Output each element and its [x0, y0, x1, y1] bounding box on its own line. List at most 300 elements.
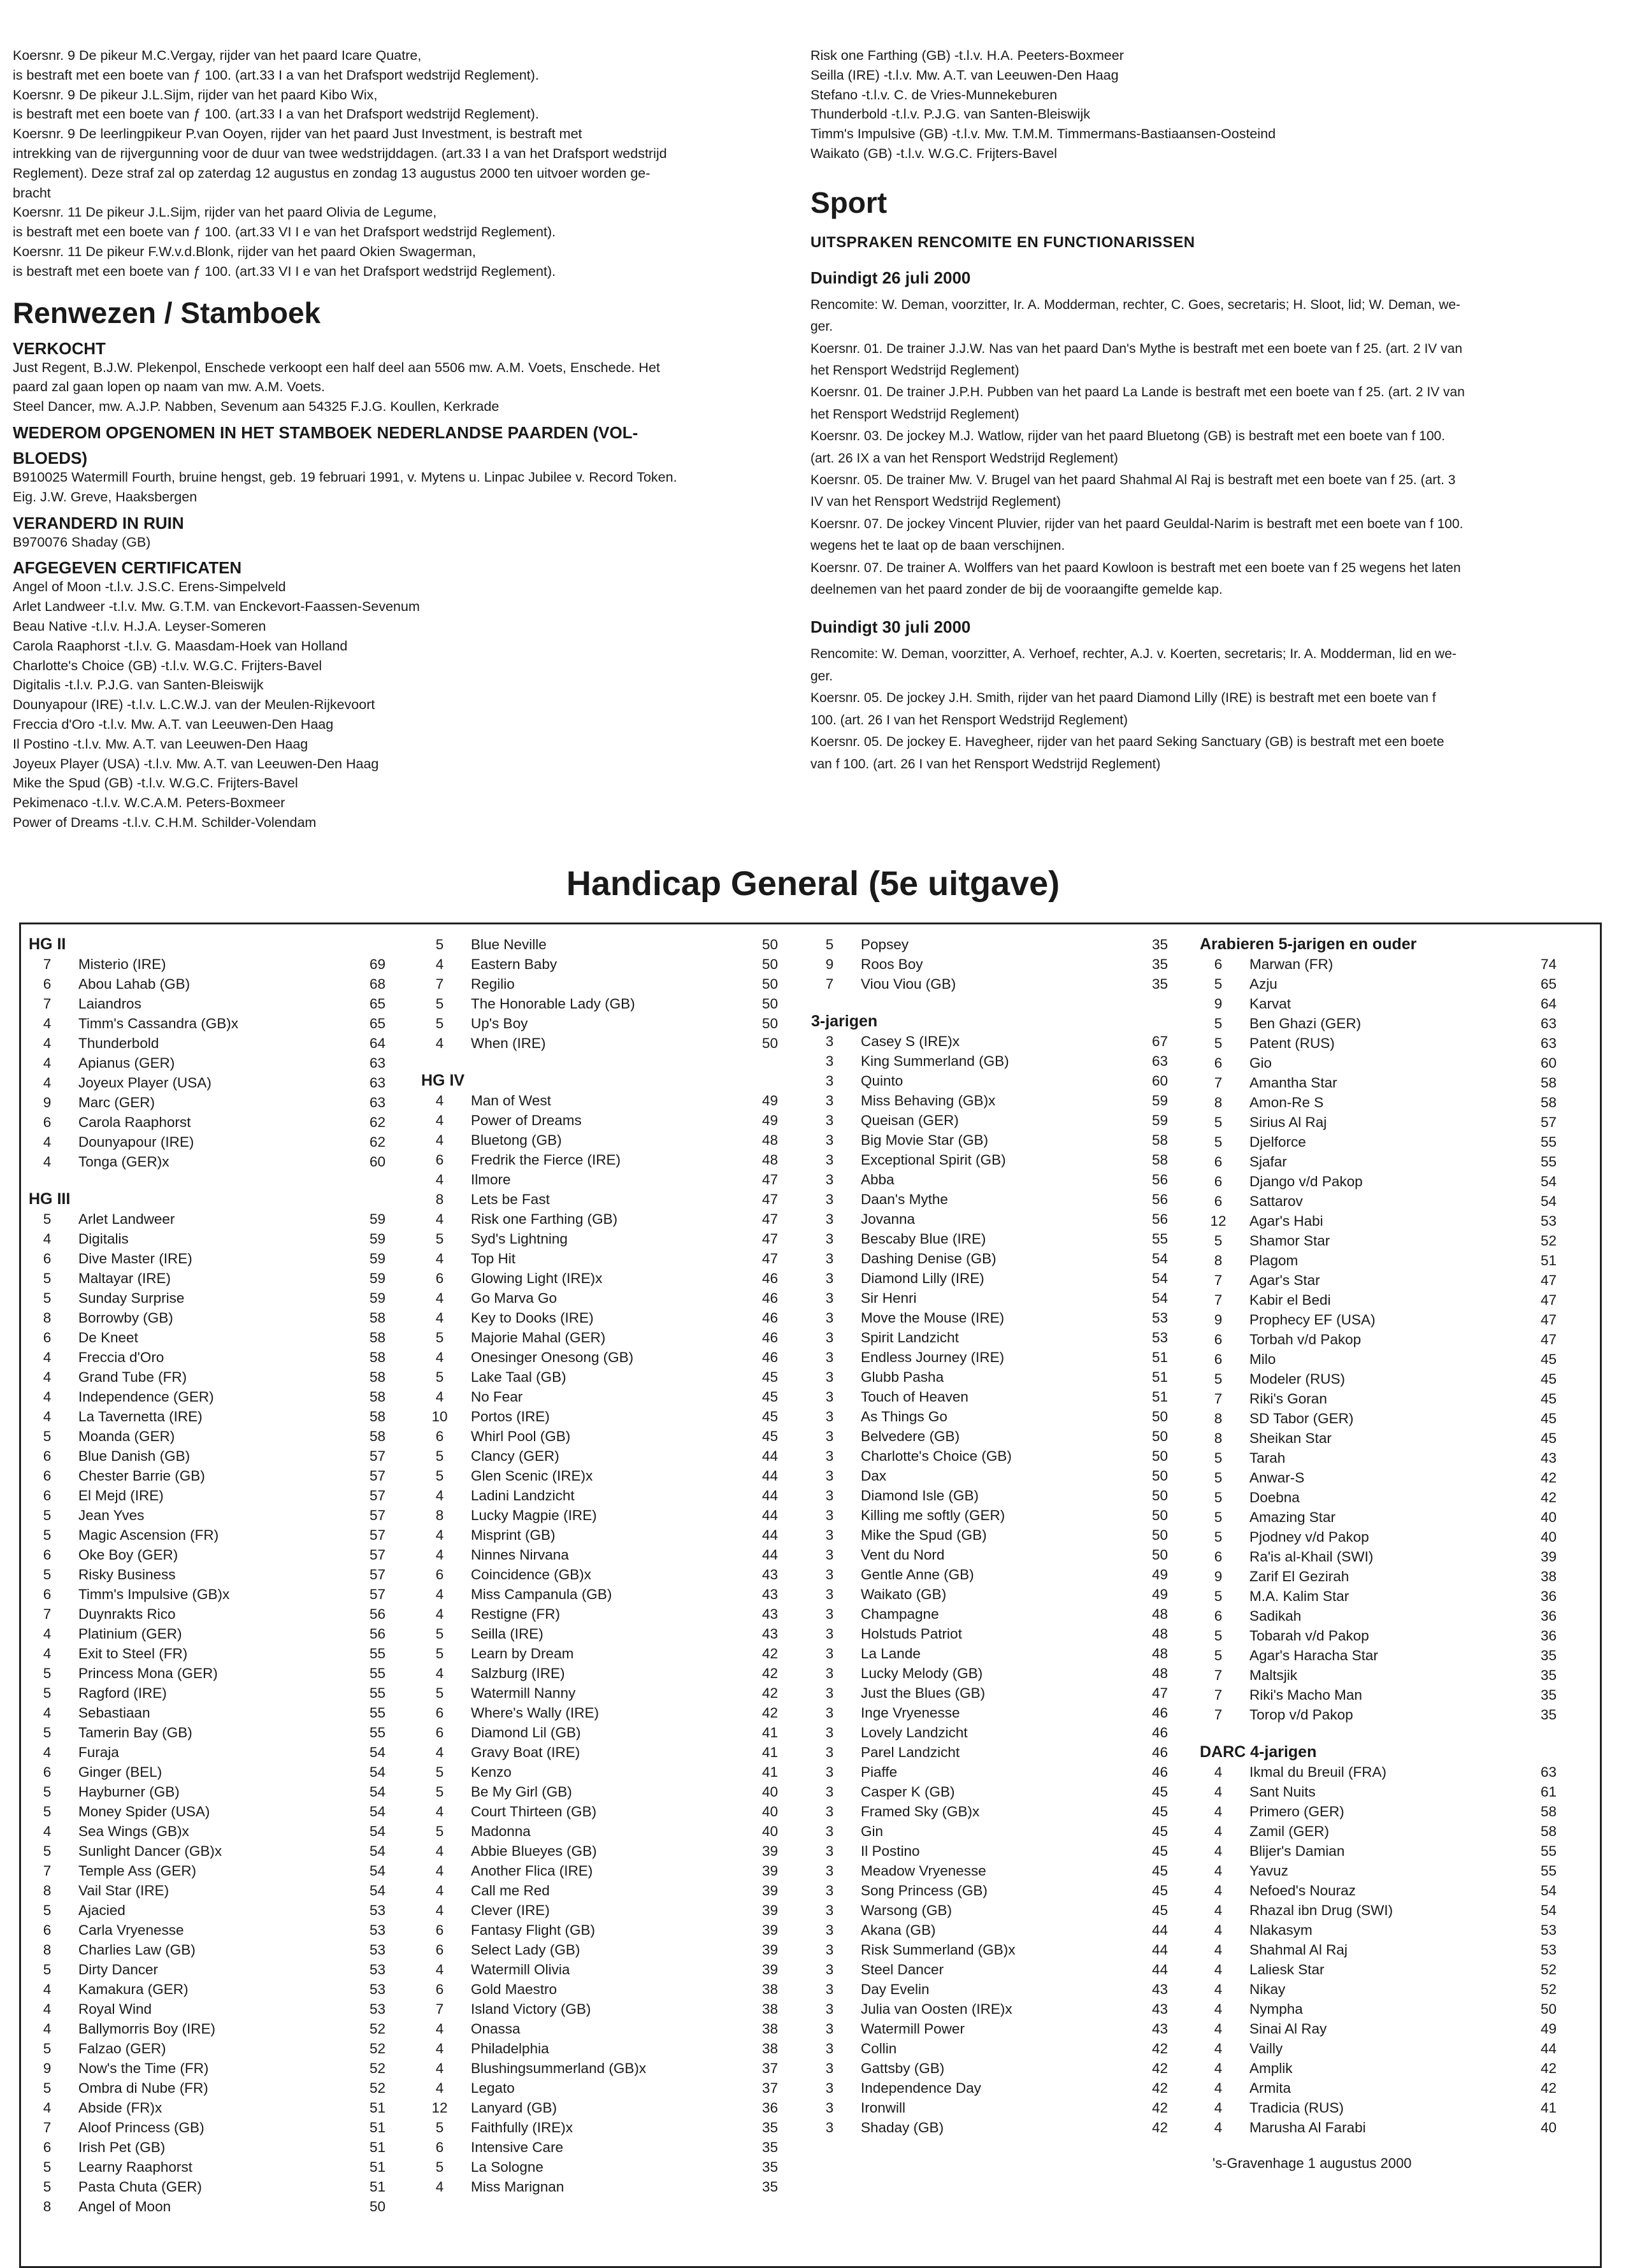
- table-row: [421, 1229, 778, 1249]
- age-cell: 3: [825, 1211, 834, 1227]
- horse-name-cell: Agar's Habi: [1249, 1213, 1323, 1229]
- age-cell: 6: [43, 1468, 52, 1484]
- age-cell: 4: [435, 1665, 444, 1681]
- horse-name-cell: Ballymorris Boy (IRE): [78, 2021, 216, 2037]
- age-cell: 4: [1214, 1922, 1223, 1938]
- table-row: [29, 1053, 385, 1073]
- rating-cell: 38: [761, 1981, 778, 1997]
- table-row: [811, 1288, 1168, 1308]
- rating-cell: 55: [1540, 1134, 1557, 1150]
- text-line: Mike the Spud (GB) -t.l.v. W.G.C. Frijters-Bavel: [13, 775, 298, 791]
- horse-name-cell: La Sologne: [471, 2159, 543, 2175]
- table-row: [29, 1308, 385, 1328]
- text-line: IV van het Rensport Wedstrijd Reglement): [810, 494, 1061, 510]
- rating-cell: 48: [1151, 1665, 1168, 1681]
- table-row: [1200, 1547, 1557, 1567]
- text-line: ger.: [810, 668, 833, 684]
- age-cell: 5: [435, 1016, 444, 1031]
- age-cell: 3: [825, 1646, 834, 1662]
- rating-cell: 53: [369, 1922, 385, 1938]
- handicap-column-4: [1200, 935, 1557, 2172]
- age-cell: 5: [435, 1685, 444, 1701]
- rating-cell: 35: [1151, 976, 1168, 992]
- section-heading: BLOEDS): [13, 448, 87, 468]
- horse-name-cell: Sheikan Star: [1249, 1430, 1332, 1446]
- horse-name-cell: La Tavernetta (IRE): [78, 1409, 203, 1425]
- table-row: [1200, 1172, 1557, 1191]
- horse-name-cell: Ben Ghazi (GER): [1249, 1016, 1362, 1031]
- rating-cell: 45: [761, 1409, 778, 1425]
- text-line: Angel of Moon -t.l.v. J.S.C. Erens-Simpelveld: [13, 579, 286, 595]
- table-row: [421, 1960, 778, 1979]
- horse-name-cell: Dirty Dancer: [78, 1962, 159, 1977]
- age-cell: 5: [1214, 1628, 1223, 1644]
- age-cell: 3: [825, 2120, 834, 2135]
- table-row: [421, 1545, 778, 1565]
- text-line: Koersnr. 05. De trainer Mw. V. Brugel van het paard Shahmal Al Raj is bestraft met een boete van f 25. (art. 3: [810, 473, 1456, 488]
- horse-name-cell: Tonga (GER)x: [78, 1154, 169, 1170]
- age-cell: 3: [825, 2100, 834, 2116]
- horse-name-cell: Queisan (GER): [861, 1112, 959, 1128]
- rating-cell: 42: [1151, 2080, 1168, 2096]
- text-line: Koersnr. 07. De jockey Vincent Pluvier, rijder van het paard Geuldal-Narim is bestraft met een boete van f 100.: [810, 516, 1464, 531]
- age-cell: 8: [43, 1883, 52, 1898]
- table-row: [1200, 974, 1557, 994]
- horse-name-cell: Vail Star (IRE): [78, 1883, 169, 1898]
- rating-cell: 38: [761, 2001, 778, 2017]
- table-row: [421, 1130, 778, 1150]
- table-row: [421, 2118, 778, 2137]
- table-row: [1200, 1646, 1557, 1665]
- horse-name-cell: Mike the Spud (GB): [861, 1527, 987, 1543]
- rating-cell: 68: [369, 976, 385, 992]
- age-cell: 4: [435, 1606, 444, 1622]
- table-row: [1200, 1349, 1557, 1369]
- rating-cell: 40: [761, 1804, 778, 1819]
- age-cell: 4: [435, 1349, 444, 1365]
- age-cell: 3: [825, 1073, 834, 1089]
- age-cell: 5: [43, 1962, 52, 1977]
- table-row: [1200, 2039, 1557, 2058]
- horse-name-cell: Falzao (GER): [78, 2041, 166, 2056]
- age-cell: 4: [1214, 1942, 1223, 1958]
- horse-name-cell: Sea Wings (GB)x: [78, 1823, 189, 1839]
- table-row: [1200, 1033, 1557, 1053]
- horse-name-cell: Kabir el Bedi: [1249, 1292, 1331, 1308]
- horse-name-cell: Joyeux Player (USA): [78, 1075, 212, 1091]
- text-line: Koersnr. 11 De pikeur J.L.Sijm, rijder van het paard Olivia de Legume,: [13, 205, 437, 220]
- rating-cell: 46: [761, 1310, 778, 1326]
- horse-name-cell: SD Tabor (GER): [1249, 1410, 1354, 1426]
- age-cell: 4: [435, 1883, 444, 1898]
- table-row: [811, 1999, 1168, 2019]
- table-row: [811, 1624, 1168, 1644]
- horse-name-cell: Sunlight Dancer (GB)x: [78, 1843, 222, 1859]
- age-cell: 4: [43, 1134, 52, 1150]
- text-line: Joyeux Player (USA) -t.l.v. Mw. A.T. van Leeuwen-Den Haag: [13, 756, 379, 772]
- age-cell: 5: [1214, 1134, 1223, 1150]
- rating-cell: 57: [369, 1507, 385, 1523]
- table-row: [811, 2039, 1168, 2058]
- horse-name-cell: Clever (IRE): [471, 1902, 550, 1918]
- age-cell: 3: [825, 1172, 834, 1188]
- rating-cell: 42: [1540, 2060, 1557, 2076]
- table-row: [811, 1426, 1168, 1446]
- age-cell: 4: [435, 2021, 444, 2037]
- age-cell: 4: [1214, 1804, 1223, 1819]
- rating-cell: 39: [761, 1863, 778, 1879]
- rating-cell: 42: [1151, 2120, 1168, 2135]
- table-row: [421, 1802, 778, 1821]
- table-row: [29, 2078, 385, 2098]
- age-cell: 3: [825, 1488, 834, 1504]
- age-cell: 8: [435, 1507, 444, 1523]
- rating-cell: 45: [1540, 1371, 1557, 1387]
- age-cell: 6: [43, 976, 52, 992]
- horse-name-cell: Lanyard (GB): [471, 2100, 558, 2116]
- rating-cell: 54: [369, 1863, 385, 1879]
- rating-cell: 50: [1151, 1468, 1168, 1484]
- table-row: [1200, 1330, 1557, 1349]
- rating-cell: 58: [1151, 1132, 1168, 1148]
- horse-name-cell: Doebna: [1249, 1489, 1300, 1505]
- table-row: [811, 1466, 1168, 1486]
- rating-cell: 40: [1540, 1529, 1557, 1545]
- age-cell: 9: [1214, 996, 1223, 1012]
- horse-name-cell: Marc (GER): [78, 1095, 155, 1110]
- group-heading: HG III: [29, 1190, 71, 1208]
- text-line: deelnemen van het paard zonder de bij de vooraangifte gemelde kap.: [810, 582, 1223, 598]
- table-row: [29, 1644, 385, 1663]
- text-line: Koersnr. 9 De leerlingpikeur P.van Ooyen, rijder van het paard Just Investment, is bestraft met: [13, 126, 582, 142]
- rating-cell: 41: [761, 1725, 778, 1740]
- rating-cell: 53: [369, 1962, 385, 1977]
- text-line: Koersnr. 11 De pikeur F.W.v.d.Blonk, rijder van het paard Okien Swagerman,: [13, 243, 476, 259]
- horse-name-cell: Maltayar (IRE): [78, 1270, 171, 1286]
- rating-cell: 35: [1151, 956, 1168, 972]
- table-row: [1200, 1881, 1557, 1900]
- sport-title: Sport: [810, 185, 888, 219]
- table-row: [811, 1960, 1168, 1979]
- horse-name-cell: Fredrik the Fierce (IRE): [471, 1152, 621, 1168]
- text-line: wegens het te laat op de baan verschijnen.: [810, 538, 1065, 554]
- rating-cell: 53: [369, 2001, 385, 2017]
- rating-cell: 50: [1151, 1527, 1168, 1543]
- horse-name-cell: Armita: [1249, 2080, 1291, 2096]
- table-row: [29, 2019, 385, 2039]
- horse-name-cell: Ginger (BEL): [78, 1764, 162, 1780]
- rating-cell: 38: [761, 2021, 778, 2037]
- table-row: [1200, 1802, 1557, 1821]
- table-row: [811, 1091, 1168, 1110]
- horse-name-cell: Sant Nuits: [1249, 1784, 1316, 1800]
- rating-cell: 45: [1540, 1351, 1557, 1367]
- horse-name-cell: Waikato (GB): [861, 1586, 947, 1602]
- age-cell: 3: [825, 1665, 834, 1681]
- horse-name-cell: Parel Landzicht: [861, 1744, 960, 1760]
- horse-name-cell: Majorie Mahal (GER): [471, 1330, 606, 1346]
- age-cell: 4: [1214, 2060, 1223, 2076]
- horse-name-cell: Akana (GB): [861, 1922, 936, 1938]
- table-row: [1200, 2078, 1557, 2098]
- rating-cell: 54: [369, 1764, 385, 1780]
- horse-name-cell: Patent (RUS): [1249, 1035, 1335, 1051]
- rating-cell: 54: [369, 1843, 385, 1859]
- table-row: [421, 2019, 778, 2039]
- horse-name-cell: Fantasy Flight (GB): [471, 1922, 596, 1938]
- age-cell: 4: [435, 1211, 444, 1227]
- age-cell: 4: [435, 1547, 444, 1563]
- horse-name-cell: Lucky Melody (GB): [861, 1665, 983, 1681]
- left-column: [13, 46, 771, 833]
- rating-cell: 55: [369, 1665, 385, 1681]
- horse-name-cell: Legato: [471, 2080, 515, 2096]
- horse-name-cell: Chester Barrie (GB): [78, 1468, 205, 1484]
- age-cell: 4: [43, 1981, 52, 1997]
- age-cell: 6: [435, 1567, 444, 1583]
- horse-name-cell: Steel Dancer: [861, 1962, 944, 1977]
- table-row: [29, 1328, 385, 1347]
- rating-cell: 64: [369, 1035, 385, 1051]
- rating-cell: 57: [369, 1586, 385, 1602]
- rating-cell: 43: [761, 1586, 778, 1602]
- table-row: [811, 1545, 1168, 1565]
- rating-cell: 39: [761, 1883, 778, 1898]
- horse-name-cell: Diamond Lilly (IRE): [861, 1270, 984, 1286]
- horse-name-cell: Il Postino: [861, 1843, 920, 1859]
- rating-cell: 51: [1151, 1369, 1168, 1385]
- age-cell: 4: [43, 1626, 52, 1642]
- age-cell: 10: [431, 1409, 448, 1425]
- table-row: [29, 954, 385, 974]
- horse-name-cell: Timm's Cassandra (GB)x: [78, 1016, 238, 1031]
- rating-cell: 52: [1540, 1962, 1557, 1977]
- rating-cell: 58: [369, 1409, 385, 1425]
- horse-name-cell: Amantha Star: [1249, 1075, 1337, 1091]
- age-cell: 5: [1214, 1588, 1223, 1604]
- horse-name-cell: Oke Boy (GER): [78, 1547, 178, 1563]
- right-column: [810, 46, 1575, 775]
- horse-name-cell: Moanda (GER): [78, 1428, 175, 1444]
- rating-cell: 59: [369, 1251, 385, 1267]
- horse-name-cell: Anwar-S: [1249, 1470, 1305, 1486]
- horse-name-cell: Abbie Blueyes (GB): [471, 1843, 597, 1859]
- rating-cell: 50: [761, 1035, 778, 1051]
- horse-name-cell: Hayburner (GB): [78, 1784, 180, 1800]
- rating-cell: 52: [369, 2060, 385, 2076]
- table-row: [29, 1920, 385, 1940]
- rating-cell: 51: [1540, 1252, 1557, 1268]
- age-cell: 5: [435, 1764, 444, 1780]
- table-row: [1200, 2058, 1557, 2078]
- rating-cell: 35: [1540, 1707, 1557, 1723]
- horse-name-cell: Killing me softly (GER): [861, 1507, 1005, 1523]
- horse-name-cell: Tamerin Bay (GB): [78, 1725, 192, 1740]
- table-row: [421, 1347, 778, 1367]
- age-cell: 3: [825, 1962, 834, 1977]
- horse-name-cell: Lucky Magpie (IRE): [471, 1507, 597, 1523]
- age-cell: 5: [43, 1784, 52, 1800]
- rating-cell: 48: [1151, 1626, 1168, 1642]
- table-row: [811, 1229, 1168, 1249]
- horse-name-cell: Piaffe: [861, 1764, 898, 1780]
- rating-cell: 58: [369, 1310, 385, 1326]
- handicap-column-2: [421, 935, 778, 2197]
- age-cell: 3: [825, 1942, 834, 1958]
- rating-cell: 54: [1540, 1902, 1557, 1918]
- table-row: [421, 1841, 778, 1861]
- table-row: [811, 1979, 1168, 1999]
- rating-cell: 45: [1540, 1391, 1557, 1407]
- horse-name-cell: Collin: [861, 2041, 897, 2056]
- rating-cell: 50: [761, 1016, 778, 1031]
- table-row: [811, 1821, 1168, 1841]
- rating-cell: 53: [369, 1942, 385, 1958]
- rating-cell: 39: [761, 1942, 778, 1958]
- table-row: [421, 1565, 778, 1584]
- horse-name-cell: Pjodney v/d Pakop: [1249, 1529, 1369, 1545]
- rating-cell: 49: [1151, 1567, 1168, 1583]
- table-row: [811, 1328, 1168, 1347]
- horse-name-cell: Seilla (IRE): [471, 1626, 543, 1642]
- horse-name-cell: Digitalis: [78, 1231, 129, 1247]
- age-cell: 4: [43, 1823, 52, 1839]
- rating-cell: 44: [1151, 1942, 1168, 1958]
- certificate-line: Timm's Impulsive (GB) -t.l.v. Mw. T.M.M. Timmermans-Bastiaansen-Oosteind: [810, 126, 1276, 142]
- rating-cell: 48: [761, 1132, 778, 1148]
- age-cell: 6: [435, 1942, 444, 1958]
- table-row: [1200, 1821, 1557, 1841]
- horse-name-cell: Inge Vryenesse: [861, 1705, 960, 1721]
- rating-cell: 47: [761, 1172, 778, 1188]
- horse-name-cell: Nefoed's Nouraz: [1249, 1883, 1356, 1898]
- horse-name-cell: Holstuds Patriot: [861, 1626, 962, 1642]
- rating-cell: 42: [1540, 2080, 1557, 2096]
- horse-name-cell: Nikay: [1249, 1981, 1286, 1997]
- table-row: [1200, 1841, 1557, 1861]
- table-row: [421, 974, 778, 994]
- horse-name-cell: Quinto: [861, 1073, 903, 1089]
- table-row: [811, 1071, 1168, 1091]
- age-cell: 4: [435, 1112, 444, 1128]
- horse-name-cell: Meadow Vryenesse: [861, 1863, 986, 1879]
- table-row: [811, 1920, 1168, 1940]
- table-row: [29, 2058, 385, 2078]
- rating-cell: 63: [1540, 1764, 1557, 1780]
- text-line: 100. (art. 26 I van het Rensport Wedstrijd Reglement): [810, 712, 1128, 728]
- text-line: is bestraft met een boete van ƒ 100. (art.33 VI I e van het Drafsport wedstrijd Reglement).: [13, 224, 556, 240]
- rating-cell: 50: [1540, 2001, 1557, 2017]
- age-cell: 7: [1214, 1391, 1223, 1407]
- horse-name-cell: Bescaby Blue (IRE): [861, 1231, 986, 1247]
- table-row: [811, 1209, 1168, 1229]
- text-line: Koersnr. 9 De pikeur M.C.Vergay, rijder van het paard Icare Quatre,: [13, 48, 422, 63]
- age-cell: 4: [1214, 1981, 1223, 1997]
- rating-cell: 74: [1540, 956, 1557, 972]
- footer-date: 's-Gravenhage 1 augustus 2000: [1212, 2155, 1412, 2171]
- horse-name-cell: Philadelphia: [471, 2041, 549, 2056]
- table-row: [29, 2137, 385, 2157]
- rating-cell: 43: [761, 1567, 778, 1583]
- rating-cell: 58: [1540, 1075, 1557, 1091]
- age-cell: 4: [435, 1251, 444, 1267]
- table-row: [421, 1268, 778, 1288]
- rating-cell: 53: [1540, 1942, 1557, 1958]
- table-row: [421, 1249, 778, 1268]
- rating-cell: 53: [369, 1981, 385, 1997]
- rating-cell: 43: [1151, 1981, 1168, 1997]
- age-cell: 4: [435, 1488, 444, 1504]
- age-cell: 5: [1214, 1529, 1223, 1545]
- table-row: [1200, 1112, 1557, 1132]
- rating-cell: 47: [1151, 1685, 1168, 1701]
- rating-cell: 47: [1540, 1312, 1557, 1328]
- table-row: [421, 1624, 778, 1644]
- horse-name-cell: Miss Campanula (GB): [471, 1586, 612, 1602]
- table-row: [1200, 1251, 1557, 1270]
- table-row: [1200, 1369, 1557, 1389]
- horse-name-cell: Eastern Baby: [471, 956, 558, 972]
- age-cell: 3: [825, 1804, 834, 1819]
- age-cell: 4: [435, 1586, 444, 1602]
- rating-cell: 41: [1540, 2100, 1557, 2116]
- rating-cell: 48: [761, 1152, 778, 1168]
- horse-name-cell: Ajacied: [78, 1902, 126, 1918]
- age-cell: 7: [43, 996, 52, 1012]
- age-cell: 6: [1214, 1608, 1223, 1624]
- rating-cell: 54: [1151, 1290, 1168, 1306]
- age-cell: 3: [825, 1784, 834, 1800]
- rating-cell: 59: [1151, 1093, 1168, 1109]
- horse-name-cell: Azju: [1249, 976, 1277, 992]
- horse-name-cell: Be My Girl (GB): [471, 1784, 572, 1800]
- horse-name-cell: Independence (GER): [78, 1389, 214, 1405]
- rating-cell: 58: [1540, 1823, 1557, 1839]
- age-cell: 6: [43, 1114, 52, 1130]
- horse-name-cell: Select Lady (GB): [471, 1942, 580, 1958]
- table-row: [29, 1979, 385, 1999]
- age-cell: 5: [1214, 1647, 1223, 1663]
- table-row: [421, 2098, 778, 2118]
- rating-cell: 44: [1540, 2041, 1557, 2056]
- age-cell: 3: [825, 1053, 834, 1069]
- text-line: Il Postino -t.l.v. Mw. A.T. van Leeuwen-Den Haag: [13, 736, 308, 752]
- horse-name-cell: Salzburg (IRE): [471, 1665, 565, 1681]
- rating-cell: 50: [1151, 1547, 1168, 1563]
- age-cell: 5: [435, 1646, 444, 1662]
- age-cell: 5: [43, 1567, 52, 1583]
- horse-name-cell: Rhazal ibn Drug (SWI): [1249, 1902, 1393, 1918]
- table-row: [811, 1900, 1168, 1920]
- rating-cell: 69: [369, 956, 385, 972]
- age-cell: 5: [435, 1626, 444, 1642]
- horse-name-cell: Ninnes Nirvana: [471, 1547, 569, 1563]
- rating-cell: 45: [1151, 1784, 1168, 1800]
- rating-cell: 62: [369, 1134, 385, 1150]
- table-row: [29, 1940, 385, 1960]
- rating-cell: 41: [761, 1764, 778, 1780]
- table-row: [1200, 1586, 1557, 1606]
- table-row: [29, 1367, 385, 1387]
- age-cell: 3: [825, 1251, 834, 1267]
- rating-cell: 60: [1540, 1055, 1557, 1071]
- table-row: [811, 2118, 1168, 2137]
- age-cell: 3: [825, 1527, 834, 1543]
- rating-cell: 50: [1151, 1428, 1168, 1444]
- table-row: [811, 935, 1168, 954]
- age-cell: 4: [1214, 2041, 1223, 2056]
- text-line: het Rensport Wedstrijd Reglement): [810, 406, 1019, 422]
